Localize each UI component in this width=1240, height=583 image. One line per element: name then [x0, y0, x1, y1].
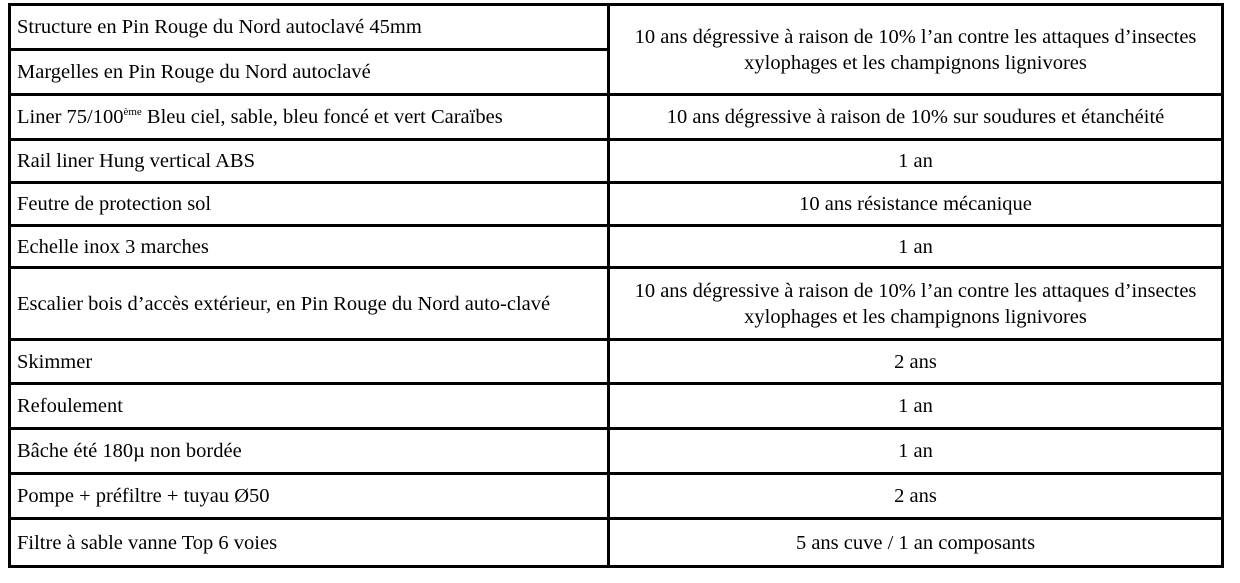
item-cell: Feutre de protection sol	[10, 183, 609, 226]
item-cell	[10, 95, 609, 140]
warranty-cell: 10 ans dégressive à raison de 10% l’an contre les attaques d’insectes xylophages et les champignons lignivores	[609, 5, 1223, 95]
item-cell: Filtre à sable vanne Top 6 voies	[10, 519, 609, 567]
warranty-cell: 2 ans	[609, 474, 1223, 519]
item-cell: Echelle inox 3 marches	[10, 226, 609, 268]
warranty-cell: 5 ans cuve / 1 an composants	[609, 519, 1223, 567]
table-row	[10, 474, 1223, 519]
item-cell: Pompe + préfiltre + tuyau Ø50	[10, 474, 609, 519]
item-text: Bleu ciel, sable, bleu foncé et vert Caraïbes	[141, 106, 503, 128]
warranty-cell: 10 ans résistance mécanique	[609, 183, 1223, 226]
warranty-table	[8, 3, 1224, 568]
table-row	[10, 268, 1223, 340]
warranty-cell: 1 an	[609, 226, 1223, 268]
item-cell: Skimmer	[10, 340, 609, 384]
item-cell: Refoulement	[10, 384, 609, 429]
table-row	[10, 429, 1223, 474]
table-row	[10, 340, 1223, 384]
warranty-cell: 1 an	[609, 384, 1223, 429]
warranty-cell: 1 an	[609, 429, 1223, 474]
warranty-cell: 1 an	[609, 140, 1223, 183]
table-row	[10, 95, 1223, 140]
ordinal-superscript: ème	[123, 106, 142, 118]
warranty-cell: 10 ans dégressive à raison de 10% l’an contre les attaques d’insectes xylophages et les champignons lignivores	[609, 268, 1223, 340]
item-cell: Bâche été 180µ non bordée	[10, 429, 609, 474]
table-row	[10, 140, 1223, 183]
warranty-cell: 10 ans dégressive à raison de 10% sur soudures et étanchéité	[609, 95, 1223, 140]
item-cell: Rail liner Hung vertical ABS	[10, 140, 609, 183]
table-row	[10, 226, 1223, 268]
warranty-cell: 2 ans	[609, 340, 1223, 384]
table-row	[10, 5, 1223, 50]
item-cell: Escalier bois d’accès extérieur, en Pin Rouge du Nord auto-clavé	[10, 268, 609, 340]
item-text: Liner 75/100	[17, 106, 124, 128]
table-row	[10, 183, 1223, 226]
table-row	[10, 384, 1223, 429]
item-cell: Structure en Pin Rouge du Nord autoclavé 45mm	[10, 5, 609, 50]
item-cell: Margelles en Pin Rouge du Nord autoclavé	[10, 50, 609, 95]
table-row	[10, 519, 1223, 567]
